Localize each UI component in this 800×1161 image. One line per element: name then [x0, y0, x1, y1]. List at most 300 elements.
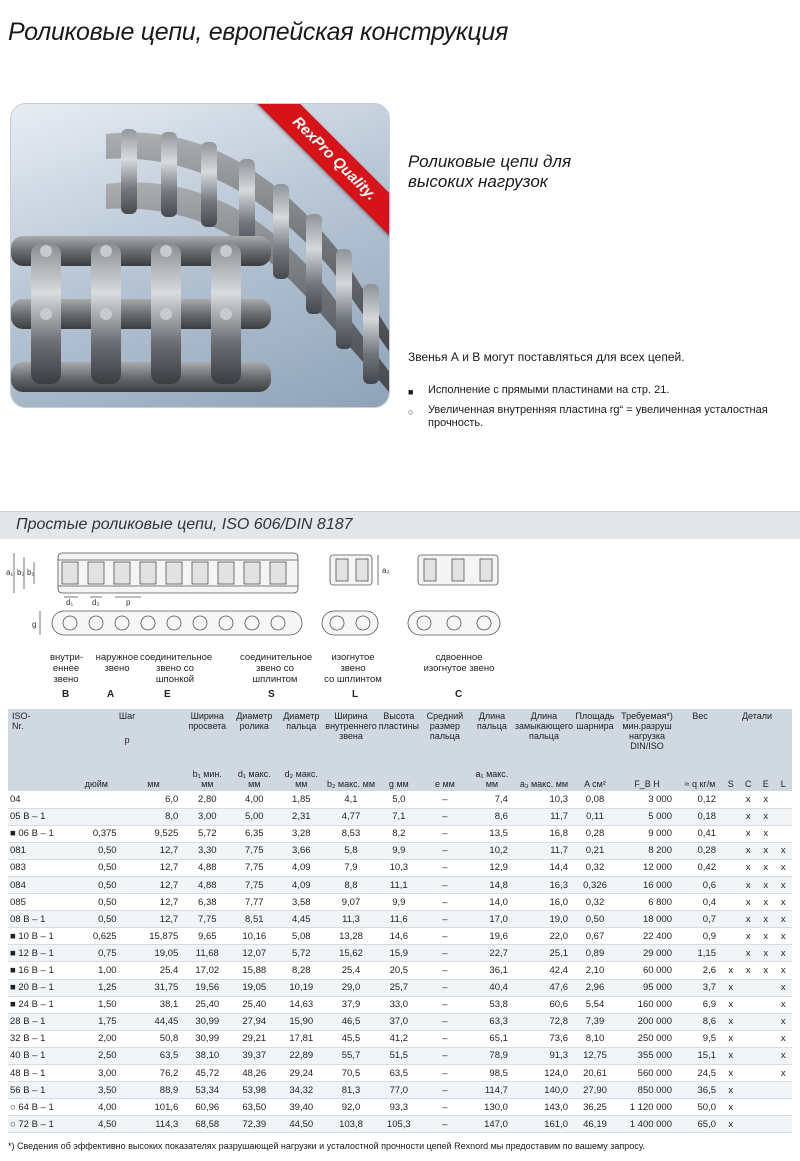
col-height: Высота пластины: [378, 709, 420, 767]
cell-f: 60 000: [616, 962, 678, 979]
cell-iso: ■ 16 B – 1: [8, 962, 70, 979]
cell-a3: 25,1: [514, 945, 574, 962]
cell-b2: 4,77: [324, 808, 377, 825]
cell-iso: 32 B – 1: [8, 1030, 70, 1047]
cell-s: x: [722, 1099, 740, 1116]
cell-iso: 40 B – 1: [8, 1047, 70, 1064]
col-weight: Вес: [678, 709, 722, 767]
cell-s: [722, 791, 740, 808]
cell-d1: 29,21: [230, 1030, 278, 1047]
cell-d1: 4,00: [230, 791, 278, 808]
cell-l: x: [775, 1030, 793, 1047]
cell-a1: 7,4: [470, 791, 514, 808]
cell-mm: 12,7: [123, 911, 185, 928]
cell-q: 0,42: [678, 859, 722, 876]
link-type-letter: A: [107, 689, 115, 700]
links-note: Звенья А и B могут поставляться для всех цепей.: [408, 350, 685, 364]
unit-area: A см²: [574, 767, 616, 791]
cell-b1: 19,56: [184, 979, 230, 996]
cell-d1: 19,05: [230, 979, 278, 996]
cell-iso: ■ 20 B – 1: [8, 979, 70, 996]
cell-a: 20,61: [574, 1065, 616, 1082]
col-avg: Средний размер пальца: [420, 709, 470, 767]
cell-e: x: [757, 825, 775, 842]
cell-l: [775, 791, 793, 808]
cell-b1: 3,00: [184, 808, 230, 825]
cell-d1: 8,51: [230, 911, 278, 928]
cell-d1: 27,94: [230, 1013, 278, 1030]
cell-l: x: [775, 996, 793, 1013]
cell-inch: 1,75: [70, 1013, 123, 1030]
cell-l: x: [775, 894, 793, 911]
cell-b1: 17,02: [184, 962, 230, 979]
cell-b1: 11,68: [184, 945, 230, 962]
cell-g: 33,0: [378, 996, 420, 1013]
cell-iso: 04: [8, 791, 70, 808]
cell-a: 8,10: [574, 1030, 616, 1047]
cell-a1: 12,9: [470, 859, 514, 876]
col-area: Площадь шарнира: [574, 709, 616, 767]
cell-a1: 40,4: [470, 979, 514, 996]
col-iso-label: ISO- Nr.: [12, 711, 31, 731]
cell-l: x: [775, 911, 793, 928]
table-row: [8, 842, 792, 859]
cell-d1: 12,07: [230, 945, 278, 962]
col-pitch-symbol: p: [124, 735, 130, 745]
cell-d2: 3,58: [278, 894, 324, 911]
cell-g: 9,9: [378, 894, 420, 911]
col-details: Детали: [722, 709, 792, 767]
cell-b2: 9,07: [324, 894, 377, 911]
cell-a: 0,11: [574, 808, 616, 825]
cell-mm: 12,7: [123, 842, 185, 859]
cell-a1: 130,0: [470, 1099, 514, 1116]
detail-e: E: [757, 767, 775, 791]
cell-g: 14,6: [378, 928, 420, 945]
cell-a3: 143,0: [514, 1099, 574, 1116]
cell-d2: 29,24: [278, 1065, 324, 1082]
cell-b2: 25,4: [324, 962, 377, 979]
link-type-line: еннее: [52, 663, 80, 674]
link-type-line: шпонкой: [155, 674, 195, 685]
cell-s: x: [722, 1082, 740, 1099]
cell-l: x: [775, 1013, 793, 1030]
cell-a1: 147,0: [470, 1116, 514, 1133]
cell-a3: 11,7: [514, 808, 574, 825]
cell-c: [740, 996, 758, 1013]
cell-b1: 2,80: [184, 791, 230, 808]
cell-a1: 17,0: [470, 911, 514, 928]
cell-a: 0,32: [574, 894, 616, 911]
cell-b1: 4,88: [184, 859, 230, 876]
cell-d2: 4,09: [278, 859, 324, 876]
col-pin: Диаметр пальца: [278, 709, 324, 767]
cell-b1: 6,38: [184, 894, 230, 911]
cell-b2: 70,5: [324, 1065, 377, 1082]
cell-l: [775, 1082, 793, 1099]
cell-mm: 6,0: [123, 791, 185, 808]
footnote: *) Сведения об эффективно высоких показателях разрушающей нагрузки и усталостной прочности цепей Rexnord мы предоставим по вашему запросу.: [8, 1141, 645, 1151]
cell-mm: 88,9: [123, 1082, 185, 1099]
table-row: [8, 825, 792, 842]
cell-f: 250 000: [616, 1030, 678, 1047]
link-type-line: наружное: [95, 652, 139, 663]
cell-mm: 38,1: [123, 996, 185, 1013]
cell-q: 0,4: [678, 894, 722, 911]
cell-f: 5 000: [616, 808, 678, 825]
cell-mm: 63,5: [123, 1047, 185, 1064]
cell-mm: 31,75: [123, 979, 185, 996]
col-inner-width: Ширина внутреннего звена: [324, 709, 377, 767]
cell-g: 63,5: [378, 1065, 420, 1082]
link-type-label: [92, 652, 142, 674]
cell-s: x: [722, 979, 740, 996]
cell-d1: 63,50: [230, 1099, 278, 1116]
cell-f: 3 000: [616, 791, 678, 808]
cell-g: 93,3: [378, 1099, 420, 1116]
cell-c: [740, 1082, 758, 1099]
cell-d2: 8,28: [278, 962, 324, 979]
cell-l: x: [775, 979, 793, 996]
col-roller: Диаметр ролика: [230, 709, 278, 767]
cell-mm: 12,7: [123, 876, 185, 893]
cell-a: 5,54: [574, 996, 616, 1013]
table-row: [8, 859, 792, 876]
cell-g: 37,0: [378, 1013, 420, 1030]
hero-subtitle: [408, 152, 708, 192]
link-type-label: [140, 652, 213, 685]
cell-l: [775, 1116, 793, 1133]
cell-d2: 5,72: [278, 945, 324, 962]
subtitle-line-1: Роликовые цепи для: [408, 152, 572, 171]
cell-e: x: [757, 791, 775, 808]
link-type-letter: B: [62, 689, 70, 700]
cell-mm: 15,875: [123, 928, 185, 945]
cell-a: 0,32: [574, 859, 616, 876]
cell-e: x: [757, 859, 775, 876]
cell-s: [722, 859, 740, 876]
cell-iso: 084: [8, 876, 70, 893]
cell-b2: 13,28: [324, 928, 377, 945]
detail-c: C: [740, 767, 758, 791]
link-type-label: [240, 652, 313, 685]
table-row: [8, 1030, 792, 1047]
cell-l: x: [775, 1065, 793, 1082]
table-row: [8, 911, 792, 928]
cell-g: 41,2: [378, 1030, 420, 1047]
cell-q: 36,5: [678, 1082, 722, 1099]
cell-a3: 16,0: [514, 894, 574, 911]
feature-text: Увеличенная внутренняя пластина rg“ = увеличенная усталостная прочность.: [428, 404, 768, 429]
cell-d1: 48,26: [230, 1065, 278, 1082]
cell-l: x: [775, 945, 793, 962]
cell-g: 105,3: [378, 1116, 420, 1133]
table-row: [8, 945, 792, 962]
cell-a1: 98,5: [470, 1065, 514, 1082]
link-type-letter: L: [352, 689, 359, 700]
cell-s: x: [722, 996, 740, 1013]
square-bullet-icon: ■: [408, 387, 414, 397]
cell-g: 9,9: [378, 842, 420, 859]
cell-c: [740, 1065, 758, 1082]
cell-q: 1,15: [678, 945, 722, 962]
unit-force: F_B Н: [616, 767, 678, 791]
cell-inch: [70, 808, 123, 825]
cell-mm: 114,3: [123, 1116, 185, 1133]
cell-e: [757, 1082, 775, 1099]
cell-c: x: [740, 911, 758, 928]
cell-l: [775, 1099, 793, 1116]
cell-b2: 46,5: [324, 1013, 377, 1030]
cell-e: [757, 1099, 775, 1116]
cell-b1: 25,40: [184, 996, 230, 1013]
rexpro-quality-badge: RexPro Quality.: [256, 103, 390, 237]
cell-q: 0,6: [678, 876, 722, 893]
link-type-label: [50, 652, 82, 685]
cell-a: 0,67: [574, 928, 616, 945]
cell-a3: 73,6: [514, 1030, 574, 1047]
cell-iso: 05 B – 1: [8, 808, 70, 825]
cell-d1: 5,00: [230, 808, 278, 825]
cell-a: 0,50: [574, 911, 616, 928]
cell-q: 2,6: [678, 962, 722, 979]
cell-a: 2,10: [574, 962, 616, 979]
cell-q: 0,41: [678, 825, 722, 842]
col-pin-length: Длина пальца: [470, 709, 514, 767]
cell-d2: 34,32: [278, 1082, 324, 1099]
table-row: [8, 962, 792, 979]
cell-l: x: [775, 842, 793, 859]
cell-inch: 2,50: [70, 1047, 123, 1064]
link-type-line: шплинтом: [252, 674, 298, 685]
unit-inch: дюйм: [70, 767, 123, 791]
cell-a1: 13,5: [470, 825, 514, 842]
cell-d2: 5,08: [278, 928, 324, 945]
unit-g: g мм: [378, 767, 420, 791]
cell-mm: 12,7: [123, 894, 185, 911]
cell-f: 22 400: [616, 928, 678, 945]
cell-a: 0,08: [574, 791, 616, 808]
cell-b2: 37,9: [324, 996, 377, 1013]
subtitle-line-2: высоких нагрузок: [408, 172, 548, 191]
cell-f: 95 000: [616, 979, 678, 996]
cell-a3: 140,0: [514, 1082, 574, 1099]
cell-s: [722, 911, 740, 928]
cell-a1: 65,1: [470, 1030, 514, 1047]
cell-g: 51,5: [378, 1047, 420, 1064]
cell-inch: 1,00: [70, 962, 123, 979]
cell-q: 0,28: [678, 842, 722, 859]
col-load: Требуемая*) мин.разруш нагрузка DIN/ISO: [616, 709, 678, 767]
cell-q: 0,7: [678, 911, 722, 928]
link-type-label: [420, 652, 498, 674]
cell-f: 1 400 000: [616, 1116, 678, 1133]
cell-d2: 3,66: [278, 842, 324, 859]
cell-g: 11,6: [378, 911, 420, 928]
cell-s: x: [722, 1013, 740, 1030]
cell-a3: 10,3: [514, 791, 574, 808]
col-lock-length: Длина замыкающего пальца: [514, 709, 574, 767]
cell-e: –: [420, 1099, 470, 1116]
cell-inch: 1,50: [70, 996, 123, 1013]
cell-b2: 4,1: [324, 791, 377, 808]
feature-item: [408, 404, 778, 430]
cell-g: 77,0: [378, 1082, 420, 1099]
cell-a: 0,326: [574, 876, 616, 893]
link-type-label: [322, 652, 384, 685]
col-iso: [8, 709, 70, 791]
cell-c: x: [740, 808, 758, 825]
cell-b2: 8,53: [324, 825, 377, 842]
cell-c: [740, 1116, 758, 1133]
cell-c: [740, 1099, 758, 1116]
link-type-line: звено: [53, 674, 79, 685]
cell-a: 2,96: [574, 979, 616, 996]
feature-text: Исполнение с прямыми пластинами на стр. 21.: [428, 384, 670, 396]
cell-c: [740, 1013, 758, 1030]
cell-a3: 91,3: [514, 1047, 574, 1064]
cell-l: [775, 808, 793, 825]
dim-p-label: p: [126, 598, 131, 607]
cell-s: x: [722, 1065, 740, 1082]
table-row: [8, 996, 792, 1013]
table-row: [8, 1099, 792, 1116]
cell-mm: 9,525: [123, 825, 185, 842]
table-row: [8, 808, 792, 825]
cell-a3: 42,4: [514, 962, 574, 979]
cell-e: –: [420, 1013, 470, 1030]
cell-iso: 081: [8, 842, 70, 859]
cell-inch: 0,375: [70, 825, 123, 842]
cell-iso: ○ 72 B – 1: [8, 1116, 70, 1133]
cell-e: –: [420, 1116, 470, 1133]
cell-s: x: [722, 1030, 740, 1047]
cell-d1: 10,16: [230, 928, 278, 945]
unit-mm: мм: [123, 767, 185, 791]
cell-e: –: [420, 791, 470, 808]
cell-e: –: [420, 979, 470, 996]
cell-d2: 14,63: [278, 996, 324, 1013]
cell-f: 6 800: [616, 894, 678, 911]
cell-b1: 45,72: [184, 1065, 230, 1082]
cell-iso: ○ 64 B – 1: [8, 1099, 70, 1116]
cell-a1: 78,9: [470, 1047, 514, 1064]
cell-d2: 44,50: [278, 1116, 324, 1133]
cell-b1: 30,99: [184, 1030, 230, 1047]
cell-c: x: [740, 928, 758, 945]
feature-item: [408, 384, 778, 397]
cell-e: x: [757, 808, 775, 825]
cell-s: [722, 825, 740, 842]
link-type-letter: E: [164, 689, 171, 700]
cell-l: x: [775, 928, 793, 945]
chain-spec-table: [8, 709, 792, 1133]
cell-a1: 10,2: [470, 842, 514, 859]
cell-mm: 19,05: [123, 945, 185, 962]
cell-a1: 63,3: [470, 1013, 514, 1030]
cell-q: 9,5: [678, 1030, 722, 1047]
cell-a: 46,19: [574, 1116, 616, 1133]
cell-a1: 19,6: [470, 928, 514, 945]
cell-e: –: [420, 876, 470, 893]
dim-g-label: g: [32, 620, 37, 629]
cell-g: 25,7: [378, 979, 420, 996]
table-row: [8, 1116, 792, 1133]
cell-a: 0,21: [574, 842, 616, 859]
cell-c: x: [740, 842, 758, 859]
cell-c: x: [740, 894, 758, 911]
cell-g: 5,0: [378, 791, 420, 808]
cell-e: –: [420, 911, 470, 928]
cell-e: x: [757, 894, 775, 911]
cell-c: x: [740, 876, 758, 893]
cell-e: [757, 996, 775, 1013]
cell-d2: 15,90: [278, 1013, 324, 1030]
cell-a1: 22,7: [470, 945, 514, 962]
cell-e: –: [420, 825, 470, 842]
cell-q: 65,0: [678, 1116, 722, 1133]
link-type-line: звено со: [256, 663, 294, 674]
unit-b1: b₁ мин. мм: [184, 767, 230, 791]
cell-a3: 14,4: [514, 859, 574, 876]
link-type-line: сдвоенное: [435, 652, 483, 663]
cell-d1: 7,75: [230, 859, 278, 876]
col-pitch: [70, 709, 184, 767]
cell-iso: 48 B – 1: [8, 1065, 70, 1082]
cell-iso: 08 B – 1: [8, 911, 70, 928]
circle-bullet-icon: ○: [408, 407, 414, 417]
cell-c: [740, 1030, 758, 1047]
cell-a: 0,28: [574, 825, 616, 842]
cell-g: 10,3: [378, 859, 420, 876]
cell-b2: 103,8: [324, 1116, 377, 1133]
dim-b1-label: b₁: [27, 568, 35, 577]
cell-l: x: [775, 962, 793, 979]
cell-a3: 22,0: [514, 928, 574, 945]
cell-e: –: [420, 1082, 470, 1099]
cell-b2: 92,0: [324, 1099, 377, 1116]
cell-b1: 68,58: [184, 1116, 230, 1133]
cell-b2: 45,5: [324, 1030, 377, 1047]
dim-d2-label: d₂: [92, 598, 100, 607]
cell-q: 0,9: [678, 928, 722, 945]
cell-b1: 38,10: [184, 1047, 230, 1064]
cell-inch: 0,50: [70, 842, 123, 859]
cell-iso: 083: [8, 859, 70, 876]
cell-e: –: [420, 1030, 470, 1047]
cell-b1: 4,88: [184, 876, 230, 893]
cell-g: 20,5: [378, 962, 420, 979]
cell-b2: 7,9: [324, 859, 377, 876]
cell-iso: ■ 06 B – 1: [8, 825, 70, 842]
unit-weight: ≈ q кг/м: [678, 767, 722, 791]
cell-d1: 25,40: [230, 996, 278, 1013]
cell-inch: 4,00: [70, 1099, 123, 1116]
cell-d2: 2,31: [278, 808, 324, 825]
cell-a: 12,75: [574, 1047, 616, 1064]
cell-a1: 8,6: [470, 808, 514, 825]
table-row: [8, 928, 792, 945]
cell-f: 560 000: [616, 1065, 678, 1082]
cell-q: 0,12: [678, 791, 722, 808]
cell-a3: 47,6: [514, 979, 574, 996]
cell-c: x: [740, 962, 758, 979]
cell-f: 18 000: [616, 911, 678, 928]
section-title: Простые роликовые цепи, ISO 606/DIN 8187: [16, 516, 353, 533]
cell-mm: 101,6: [123, 1099, 185, 1116]
cell-q: 15,1: [678, 1047, 722, 1064]
cell-l: x: [775, 1047, 793, 1064]
